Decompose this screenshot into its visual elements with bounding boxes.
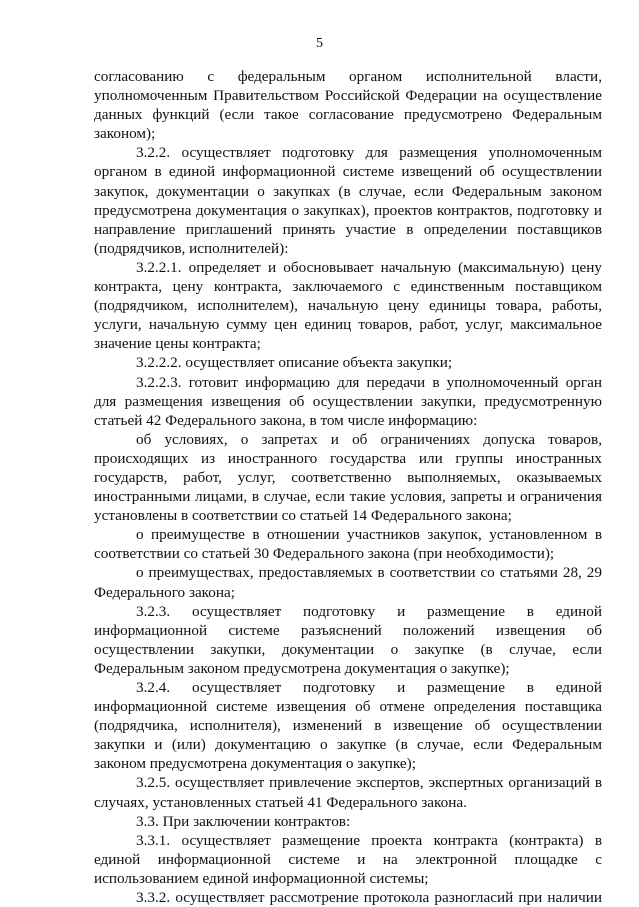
paragraph-3-2-3: 3.2.3. осуществляет подготовку и размещение в единой информационной системе разъяснений положений извещения об осуществлении закупки, документации о закупке (в случае, если Федеральным законом предусмотрена документация о закупке); bbox=[94, 602, 602, 677]
paragraph-3-3-2: 3.3.2. осуществляет рассмотрение протокола разногласий при наличии bbox=[136, 889, 602, 907]
paragraph-3-3-1: 3.3.1. осуществляет размещение проекта контракта (контракта) в единой информационной системе и на электронной площадке с использованием единой информационной системы; bbox=[94, 831, 602, 887]
paragraph-3-3: 3.3. При заключении контрактов: bbox=[136, 812, 351, 830]
paragraph-continuation: согласованию с федеральным органом исполнительной власти, уполномоченным Правительством Российской Федерации на осуществление данных функций (если такое согласование предусмотрено Федеральным законом); bbox=[94, 68, 602, 143]
paragraph-3-2-4: 3.2.4. осуществляет подготовку и размещение в единой информационной системе извещения об отмене определения поставщика (подрядчика, исполнителя), изменений в извещение об осуществлении закупки и (или) документацию о закупке (в случае, если Федеральным законом предусмотрена документация о закупке); bbox=[94, 679, 602, 773]
paragraph-advantage-article-30: о преимуществе в отношении участников закупок, установленном в соответствии со статьей 30 Федерального закона (при необходимости); bbox=[94, 526, 602, 563]
page-number: 5 bbox=[316, 36, 323, 51]
paragraph-3-2-2-3: 3.2.2.3. готовит информацию для передачи в уполномоченный орган для размещения извещения об осуществлении закупки, предусмотренную статьей 42 Федерального закона, в том числе информацию: bbox=[94, 373, 602, 429]
paragraph-3-2-2: 3.2.2. осуществляет подготовку для размещения уполномоченным органом в единой информационной системе извещений об осуществлении закупок, документации о закупках (в случае, если Федеральным законом предусмотрена документация о закупках), проектов контрактов, подготовку и направление приглашений принять участие в определении поставщиков (подрядчиков, исполнителей): bbox=[94, 144, 602, 257]
document-body bbox=[94, 67, 602, 907]
paragraph-3-2-5: 3.2.5. осуществляет привлечение экспертов, экспертных организаций в случаях, установленных статьей 41 Федерального закона. bbox=[94, 774, 602, 811]
paragraph-3-2-2-2: 3.2.2.2. осуществляет описание объекта закупки; bbox=[136, 354, 453, 372]
paragraph-conditions: об условиях, о запретах и об ограничениях допуска товаров, происходящих из иностранного государства или группы иностранных государств, работ, услуг, соответственно выполняемых, оказываемых иностранными лицами, в случае, если такие условия, запреты и ограничения установлены в соответствии со статьей 14 Федерального закона; bbox=[94, 430, 602, 525]
paragraph-advantages-articles-28-29: о преимуществах, предоставляемых в соответствии со статьями 28, 29 Федерального закона; bbox=[94, 564, 602, 601]
paragraph-3-2-2-1: 3.2.2.1. определяет и обосновывает начальную (максимальную) цену контракта, цену контракта, заключаемого с единственным поставщиком (подрядчиком, исполнителем), начальную цену единицы товара, работы, услуги, начальную сумму цен единиц товаров, работ, услуг, максимальное значение цены контракта; bbox=[94, 258, 602, 353]
